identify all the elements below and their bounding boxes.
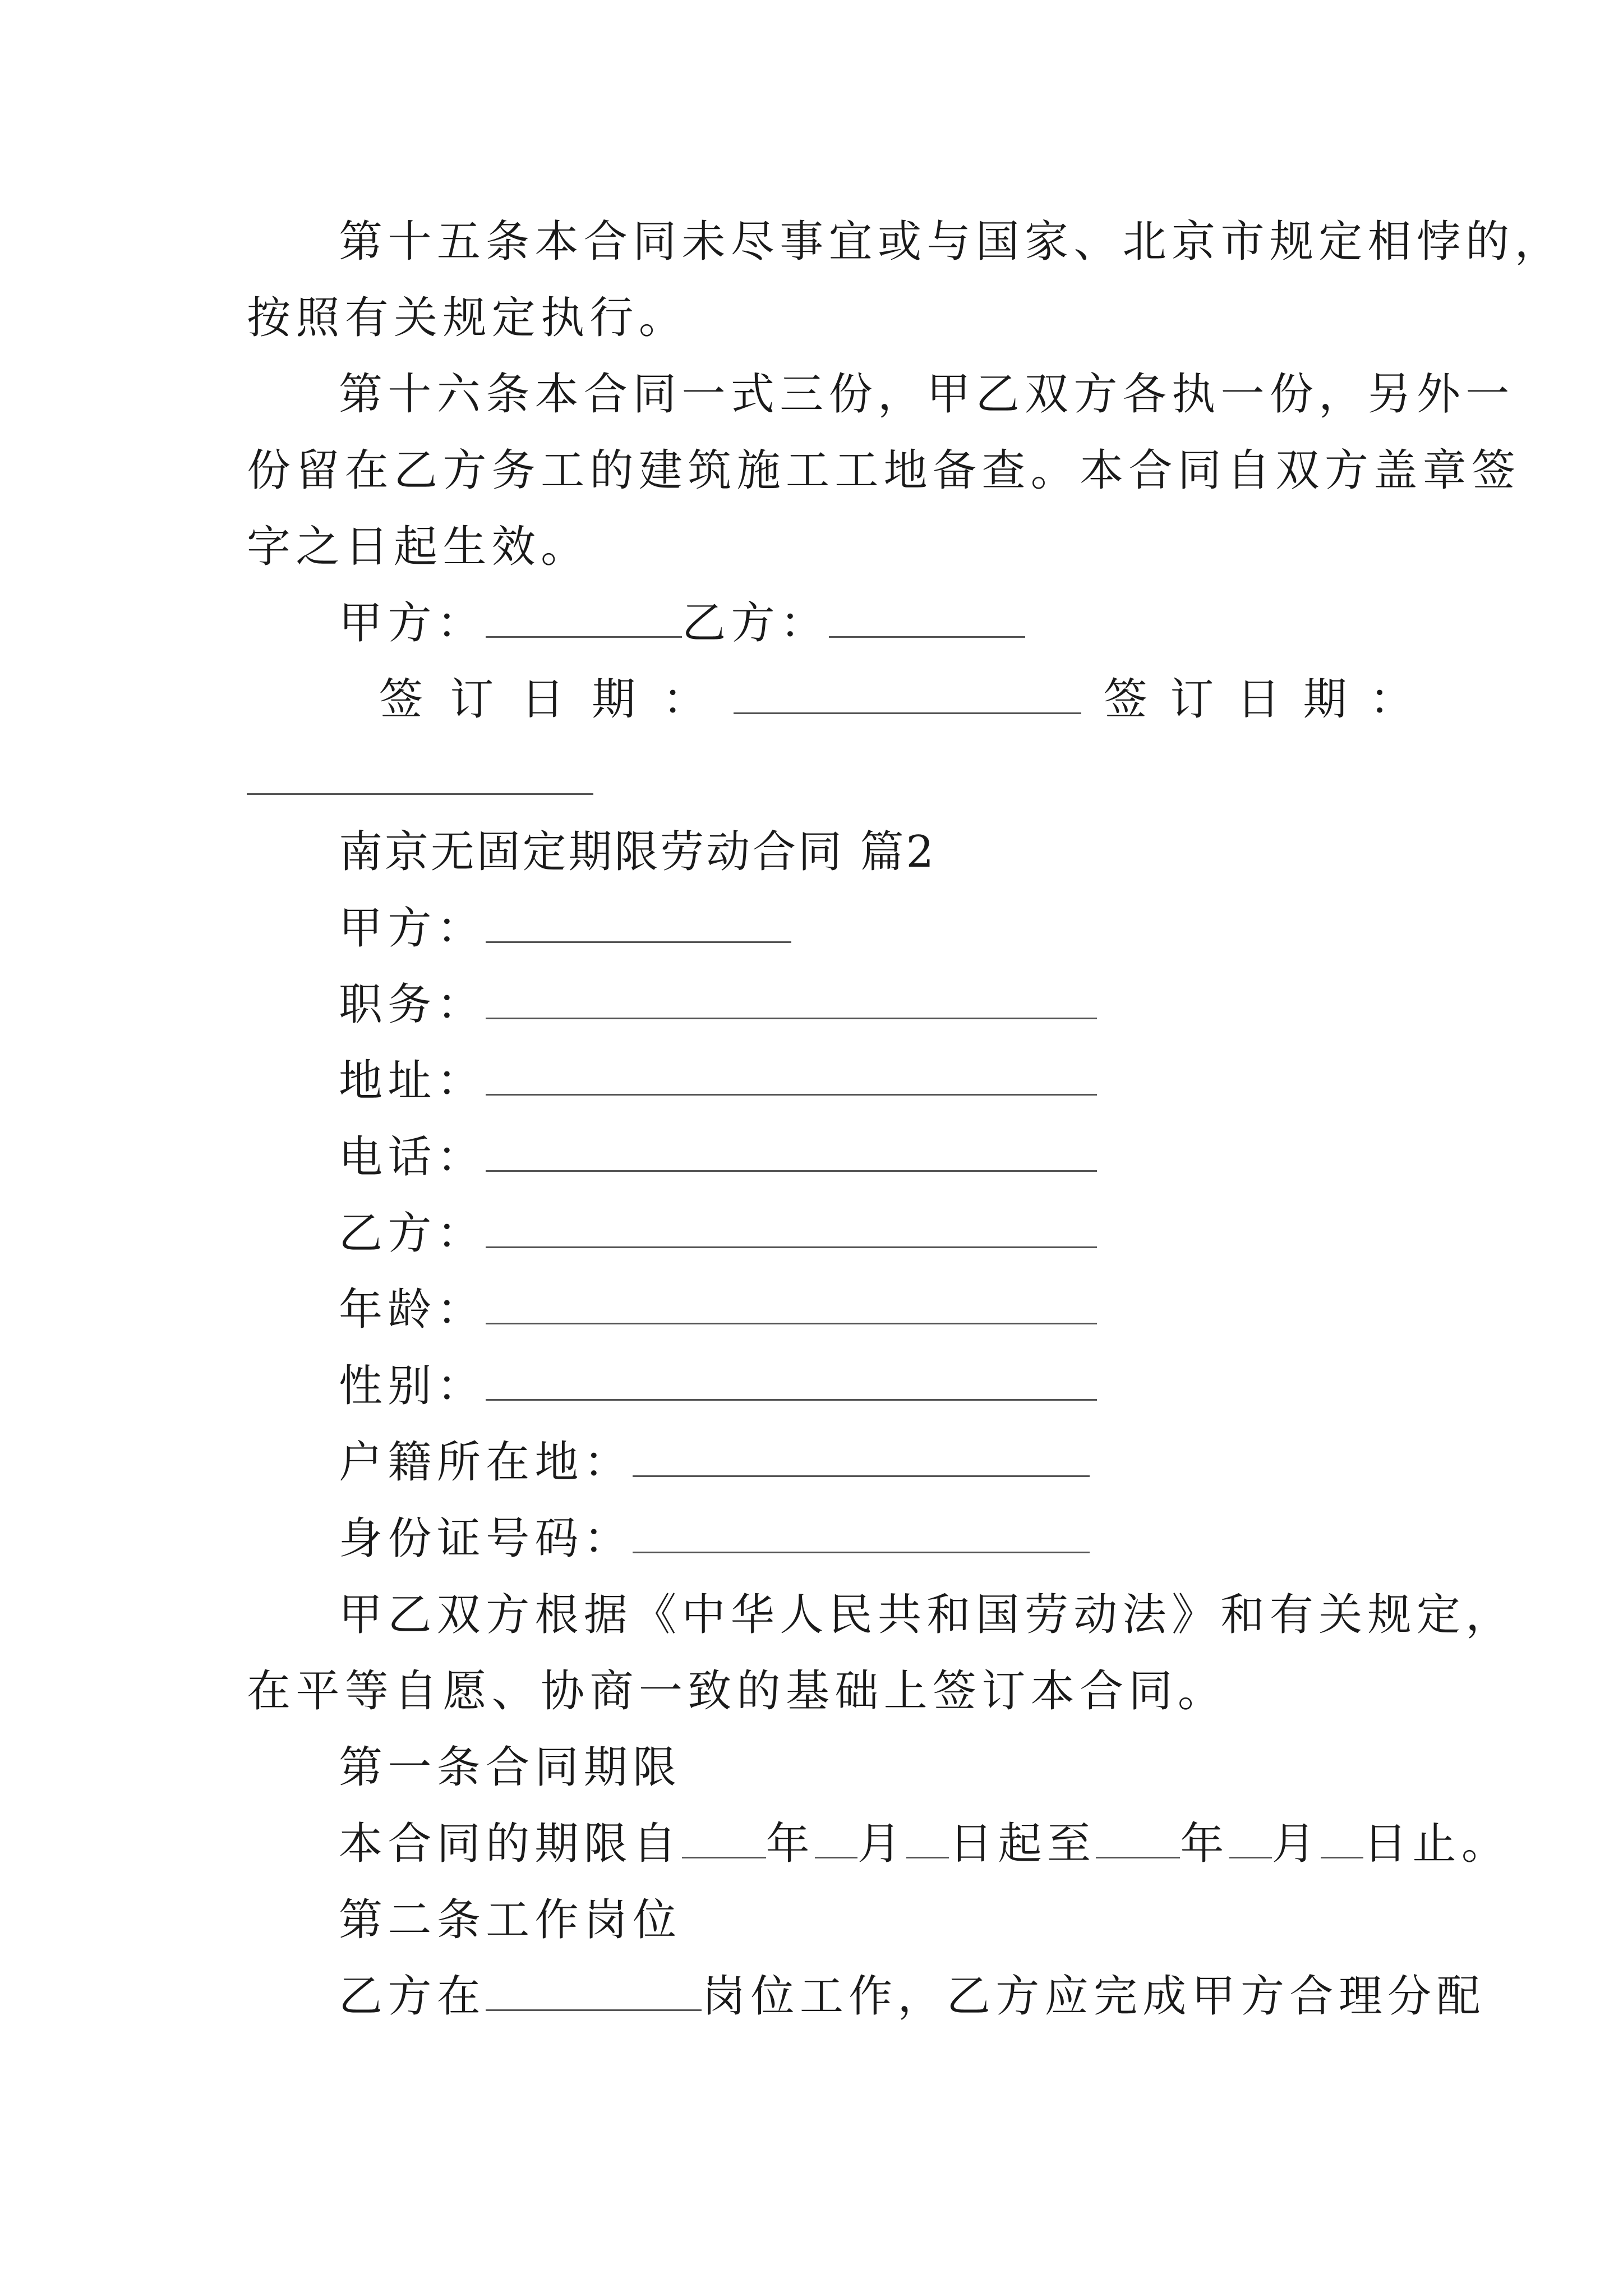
preamble-line1: 甲乙双方根据《中华人民共和国劳动法》和有关规定， bbox=[339, 1590, 1515, 1640]
form-gender-blank[interactable] bbox=[486, 1364, 1097, 1401]
form-household-row bbox=[339, 1437, 1090, 1488]
article1-day1: 日起至 bbox=[949, 1819, 1096, 1869]
clause16-line3: 字之日起生效。 bbox=[247, 522, 590, 572]
signature-party-b-label: 乙方： bbox=[682, 598, 829, 648]
article1-start-year-blank[interactable] bbox=[682, 1822, 766, 1858]
article2-position-blank[interactable] bbox=[486, 1975, 702, 2011]
form-gender-row bbox=[339, 1361, 1097, 1411]
form-gender-label: 性别： bbox=[339, 1361, 486, 1411]
form-position-row bbox=[339, 979, 1097, 1030]
form-party-a-blank[interactable] bbox=[486, 907, 791, 943]
signature-party-a-line bbox=[339, 598, 1025, 648]
clause16-line1: 第十六条本合同一式三份，甲乙双方各执一份，另外一 bbox=[339, 369, 1515, 420]
article2-text-a: 乙方在 bbox=[339, 1971, 486, 2022]
form-phone-label: 电话： bbox=[339, 1132, 486, 1182]
article1-heading: 第一条合同期限 bbox=[339, 1742, 682, 1793]
article2-text-b: 岗位工作，乙方应完成甲方合理分配 bbox=[702, 1971, 1486, 2022]
article2-heading: 第二条工作岗位 bbox=[339, 1895, 682, 1945]
article1-start-month-blank[interactable] bbox=[815, 1822, 857, 1858]
form-party-b-blank[interactable] bbox=[486, 1212, 1097, 1248]
article1-year1: 年 bbox=[766, 1819, 815, 1869]
form-age-row bbox=[339, 1285, 1097, 1335]
section2-heading: 南京无固定期限劳动合同 篇2 bbox=[339, 827, 937, 877]
article1-end-day-blank[interactable] bbox=[1321, 1822, 1363, 1858]
article1-month2: 月 bbox=[1271, 1819, 1321, 1869]
form-id-number-blank[interactable] bbox=[633, 1517, 1090, 1553]
article1-end-year-blank[interactable] bbox=[1096, 1822, 1180, 1858]
article1-start-day-blank[interactable] bbox=[906, 1822, 949, 1858]
signature-date-label-2: 签订日期： bbox=[1103, 674, 1436, 725]
clause16-line2: 份留在乙方务工的建筑施工工地备查。本合同自双方盖章签 bbox=[247, 445, 1521, 496]
form-position-label: 职务： bbox=[339, 979, 486, 1030]
form-position-blank[interactable] bbox=[486, 983, 1097, 1019]
form-party-a-row bbox=[339, 903, 791, 954]
signature-party-a-label: 甲方： bbox=[339, 598, 486, 648]
signature-party-b-blank[interactable] bbox=[829, 601, 1025, 638]
article1-term-row bbox=[339, 1819, 1511, 1869]
form-age-blank[interactable] bbox=[486, 1288, 1097, 1324]
preamble-line2: 在平等自愿、协商一致的基础上签订本合同。 bbox=[247, 1666, 1227, 1717]
article1-day2: 日止。 bbox=[1363, 1819, 1511, 1869]
article1-month1: 月 bbox=[857, 1819, 907, 1869]
form-address-row bbox=[339, 1056, 1097, 1106]
article1-text-a: 本合同的期限自 bbox=[339, 1819, 682, 1869]
form-party-b-row bbox=[339, 1208, 1097, 1259]
form-household-blank[interactable] bbox=[633, 1441, 1090, 1477]
form-party-a-label: 甲方： bbox=[339, 903, 486, 954]
form-address-label: 地址： bbox=[339, 1056, 486, 1106]
signature-party-a-blank[interactable] bbox=[486, 601, 682, 638]
form-age-label: 年龄： bbox=[339, 1285, 486, 1335]
form-phone-row bbox=[339, 1132, 1097, 1182]
signature-date-blank-1[interactable] bbox=[734, 678, 1081, 714]
signature-date-blank-2[interactable] bbox=[247, 793, 593, 795]
form-id-number-row bbox=[339, 1513, 1090, 1564]
article1-end-month-blank[interactable] bbox=[1229, 1822, 1272, 1858]
clause15-line2: 按照有关规定执行。 bbox=[247, 293, 688, 343]
form-household-label: 户籍所在地： bbox=[339, 1437, 633, 1488]
signature-date-line bbox=[379, 674, 1436, 725]
form-party-b-label: 乙方： bbox=[339, 1208, 486, 1259]
clause15-line1: 第十五条本合同未尽事宜或与国家、北京市规定相悖的， bbox=[339, 217, 1564, 267]
signature-date-label-1: 签订日期： bbox=[379, 674, 734, 725]
article2-position-row bbox=[339, 1971, 1486, 2022]
form-phone-blank[interactable] bbox=[486, 1135, 1097, 1172]
form-id-number-label: 身份证号码： bbox=[339, 1513, 633, 1564]
article1-year2: 年 bbox=[1180, 1819, 1229, 1869]
form-address-blank[interactable] bbox=[486, 1059, 1097, 1096]
